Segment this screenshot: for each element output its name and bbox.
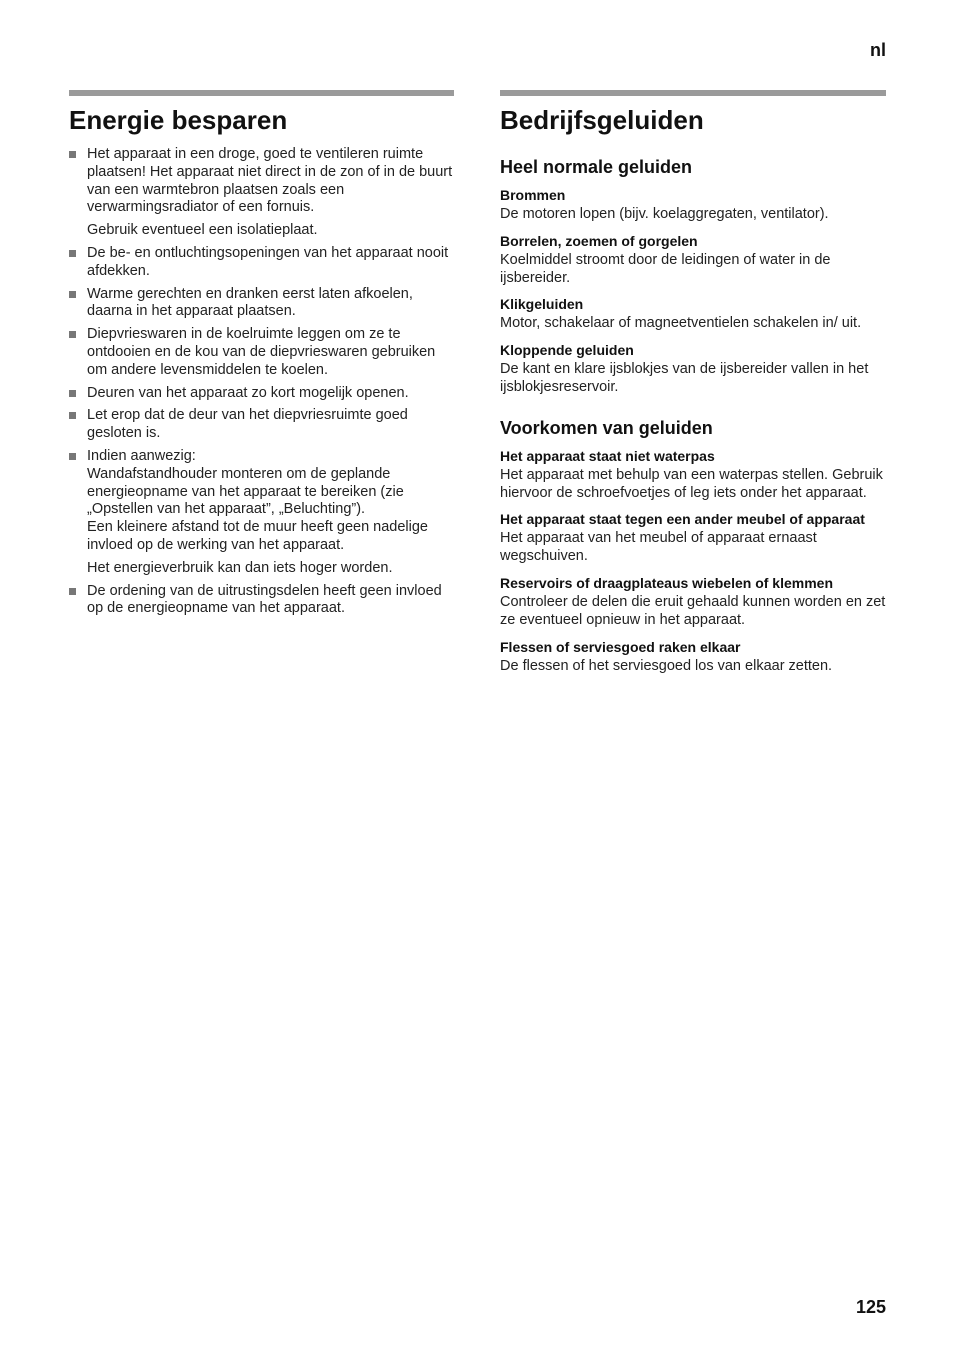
subsection-heading: Voorkomen van geluiden — [500, 417, 713, 438]
list-item: Deuren van het apparaat zo kort mogelijk openen. — [69, 385, 454, 403]
subsection-heading: Heel normale geluiden — [500, 157, 693, 177]
item-text: Controleer de delen die eruit gehaald kunnen worden en zet ze eventueel opnieuw in het apparaat. — [500, 593, 886, 628]
square-bullet-icon — [69, 390, 76, 397]
list-item: De ordening van de uitrustingsdelen heeft geen invloed op de energieopname van het apparaat. — [69, 583, 454, 619]
item-heading: Het apparaat staat tegen een ander meubel of apparaat — [500, 511, 865, 528]
item-heading: Het apparaat staat niet waterpas — [500, 447, 715, 464]
item-heading: Brommen — [500, 187, 566, 203]
square-bullet-icon — [69, 331, 76, 338]
list-item: Warme gerechten en dranken eerst laten afkoelen, daarna in het apparaat plaatsen. — [69, 286, 454, 322]
language-label: nl — [870, 40, 886, 60]
section-rule — [500, 90, 886, 96]
item-text: Het apparaat van het meubel of apparaat ernaast wegschuiven. — [500, 530, 817, 565]
square-bullet-icon — [69, 250, 76, 257]
item-text: Koelmiddel stroomt door de leidingen of water in de ijsbereider. — [500, 251, 831, 286]
note-text: Het energieverbruik kan dan iets hoger worden. — [87, 559, 393, 576]
section-rule — [69, 90, 454, 96]
item-heading: Reservoirs of draagplateaus wiebelen of klemmen — [500, 574, 834, 591]
operating-noises-column — [500, 90, 886, 679]
list-item: Let erop dat de deur van het diepvriesruimte goed gesloten is. — [69, 407, 454, 443]
item-text: De kant en klare ijsblokjes van de ijsbereider vallen in het ijsblokjesreservoir. — [500, 361, 869, 395]
square-bullet-icon — [69, 412, 76, 419]
item-text: Motor, schakelaar of magneetventielen schakelen in/ uit. — [500, 315, 862, 332]
item-text: De motoren lopen (bijv. koelaggregaten, ventilator). — [500, 206, 829, 222]
note-text: Gebruik eventueel een isolatieplaat. — [87, 222, 318, 239]
item-heading: Flessen of serviesgoed raken elkaar — [500, 638, 741, 655]
item-heading: Borrelen, zoemen of gorgelen — [500, 232, 698, 249]
energy-saving-column — [69, 90, 454, 623]
section-title: Bedrijfsgeluiden — [500, 105, 704, 135]
list-item: Indien aanwezig: Wandafstandhouder monteren om de geplande energieopname van het apparaat te bereiken (zie „Opstellen van het apparaat”, „Beluchting”). Een kleinere afstand tot de muur heeft geen nadelige invloed op de werking van het apparaat. — [69, 448, 454, 555]
square-bullet-icon — [69, 453, 76, 460]
energy-tips-list — [69, 146, 454, 217]
item-heading: Kloppende geluiden — [500, 342, 634, 359]
list-item: Diepvrieswaren in de koelruimte leggen om ze te ontdooien en de kou van de diepvrieswaren gebruiken om andere levensmiddelen te koelen. — [69, 326, 454, 379]
list-item: Het apparaat in een droge, goed te ventileren ruimte plaatsen! Het apparaat niet direct in de zon of in de buurt van een warmtebron plaatsen zoals een verwarmingsradiator of een fornuis. — [69, 146, 454, 217]
item-text: De flessen of het serviesgoed los van elkaar zetten. — [500, 657, 833, 674]
square-bullet-icon — [69, 291, 76, 298]
item-text: Het apparaat met behulp van een waterpas stellen. Gebruik hiervoor de schroefvoetjes of leg iets onder het apparaat. — [500, 466, 883, 501]
page-number: 125 — [855, 1297, 886, 1317]
section-title: Energie besparen — [69, 105, 288, 135]
energy-tips-list-continued — [69, 245, 454, 555]
item-heading: Klikgeluiden — [500, 296, 584, 313]
square-bullet-icon — [69, 151, 76, 158]
list-item: De be- en ontluchtingsopeningen van het apparaat nooit afdekken. — [69, 245, 454, 281]
energy-tips-list-end — [69, 583, 454, 619]
square-bullet-icon — [69, 588, 76, 595]
